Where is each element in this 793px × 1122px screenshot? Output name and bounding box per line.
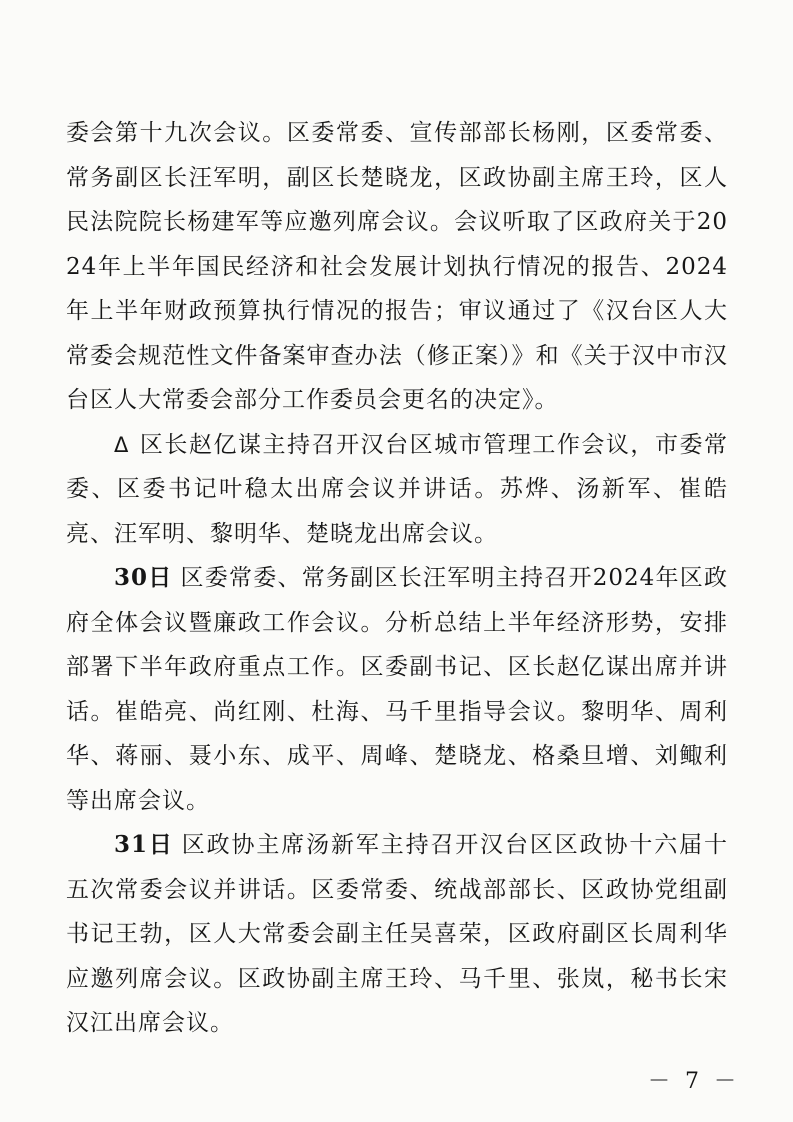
delta-marker: Δ xyxy=(114,432,130,457)
paragraph-day-31 xyxy=(66,823,728,1046)
paragraph-text: 委会第十九次会议。区委常委、宣传部部长杨刚，区委常委、常务副区长汪军明，副区长楚晓龙，区政协副主席王玲，区人民法院院长杨建军等应邀列席会议。会议听取了区政府关于2024年上半年国民经济和社会发展计划执行情况的报告、2024年上半年财政预算执行情况的报告；审议通过了《汉台区人大常委会规范性文件备案审查办法（修正案）》和《关于汉中市汉台区人大常委会部分工作委员会更名的决定》。 xyxy=(66,120,728,413)
document-body xyxy=(66,111,728,1046)
entry-date: 31日 xyxy=(114,831,174,858)
paragraph-text: 区长赵亿谋主持召开汉台区城市管理工作会议，市委常委、区委书记叶稳太出席会议并讲话。苏烨、汤新军、崔皓亮、汪军明、黎明华、楚晓龙出席会议。 xyxy=(66,431,728,547)
paragraph-text: 区政协主席汤新军主持召开汉台区区政协十六届十五次常委会议并讲话。区委常委、统战部部长、区政协党组副书记王勃，区人大常委会副主任吴喜荣，区政府副区长周利华应邀列席会议。区政协副主席王玲、马千里、张岚，秘书长宋汉江出席会议。 xyxy=(66,832,728,1036)
paragraph-text: 区委常委、常务副区长汪军明主持召开2024年区政府全体会议暨廉政工作会议。分析总结上半年经济形势，安排部署下半年政府重点工作。区委副书记、区长赵亿谋出席并讲话。崔皓亮、尚红刚、杜海、马千里指导会议。黎明华、周利华、蒋丽、聂小东、成平、周峰、楚晓龙、格桑旦增、刘鲰利等出席会议。 xyxy=(66,565,728,814)
paragraph-continuation xyxy=(66,111,728,423)
paragraph-urban-management-meeting xyxy=(66,423,728,557)
page-number: － 7 － xyxy=(648,1069,740,1094)
entry-date: 30日 xyxy=(114,564,173,591)
paragraph-day-30 xyxy=(66,556,728,823)
